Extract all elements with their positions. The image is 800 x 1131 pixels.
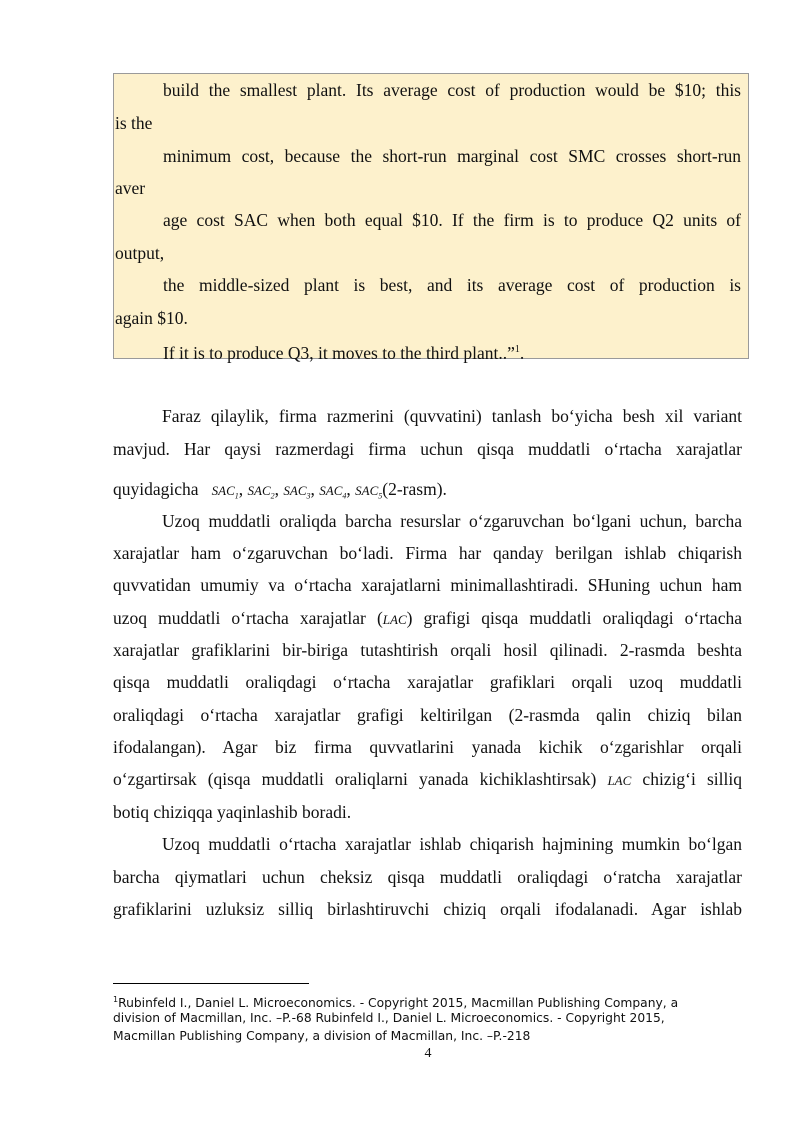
para-line-with-math: quyidagicha $SAC_1$, $SAC_2$, $SAC_3$, $SAC_4$, $SAC_5(2-rasm)$.	[113, 479, 447, 501]
para-text: uzoq muddatli o‘rtacha xarajatlar (	[113, 608, 383, 628]
page-number: 4	[424, 1046, 432, 1061]
para-line-with-math	[113, 607, 742, 631]
para-line: Uzoq muddatli o‘rtacha xarajatlar ishlab chiqarish hajmining mumkin bo‘lgan	[162, 834, 742, 854]
quote-line: If it is to produce Q3, it moves to the third plant..”	[163, 342, 515, 363]
quote-line: age cost SAC when both equal $10. If the firm is to produce Q2 units of	[163, 210, 741, 230]
footnote-marker: 1	[113, 995, 119, 1004]
para-line: grafiklarini uzluksiz silliq birlashtiruvchi chiziq orqali ifodalanadi. Agar ishlab	[113, 899, 742, 919]
sac-5: $SAC_5$	[355, 483, 383, 501]
para-line: Faraz qilaylik, firma razmerini (quvvatini) tanlash bo‘yicha besh xil variant	[162, 406, 742, 426]
quote-line: build the smallest plant. Its average cost of production would be $10; this	[163, 80, 741, 100]
footnote-reference: 1	[514, 344, 520, 355]
para-line: Uzoq muddatli oraliqda barcha resurslar o‘zgaruvchan bo‘lgani uchun, barcha	[162, 511, 742, 531]
sac-3: $SAC_3$	[283, 483, 311, 501]
quote-line: minimum cost, because the short-run marginal cost SMC crosses short-run	[163, 146, 741, 166]
quote-last-line	[114, 339, 748, 364]
quote-box	[113, 73, 749, 363]
para-text: ) grafigi qisqa muddatli oraliqdagi o‘rtacha	[406, 608, 742, 628]
quote-line: output,	[115, 243, 165, 263]
para-line: quvvatidan umumiy va o‘rtacha xarajatlarni minimallashtiradi. SHuning uchun ham	[113, 575, 742, 595]
lac-label: LAC	[382, 612, 407, 627]
sac-4: $SAC_4$	[319, 483, 347, 501]
para-text: quyidagicha	[113, 479, 199, 499]
quote-line: again $10.	[115, 308, 188, 328]
quote-line: the middle-sized plant is best, and its average cost of production is	[163, 275, 741, 295]
para-line: oraliqdagi o‘rtacha xarajatlar grafigi keltirilgan (2-rasmda qalin chiziq bilan	[113, 705, 742, 725]
footnote-line: division of Macmillan, Inc. –P.-68 Rubinfeld I., Daniel L. Microeconomics. - Copyright 2015,	[113, 1011, 665, 1025]
footnote-line: $^1$Rubinfeld I., Daniel L. Microeconomics. - Copyright 2015, Macmillan Publishing Company, a	[113, 995, 679, 1011]
para-line: barcha qiymatlari uchun cheksiz qisqa muddatli oraliqdagi o‘ratcha xarajatlar	[113, 867, 742, 887]
para-line: xarajatlar ham o‘zgaruvchan bo‘ladi. Firma har qanday berilgan ishlab chiqarish	[113, 543, 742, 563]
quote-end-punct: .	[519, 342, 525, 363]
quote-line: is the	[115, 113, 153, 133]
footnote-line: Macmillan Publishing Company, a division of Macmillan, Inc. –P.-218	[113, 1029, 531, 1043]
sac-2: $SAC_2$	[247, 483, 275, 501]
lac-label: LAC	[607, 773, 632, 788]
para-line: qisqa muddatli oraliqdagi o‘rtacha xarajatlar grafiklari orqali uzoq muddatli	[113, 672, 742, 692]
para-line: xarajatlar grafiklarini bir-biriga tutashtirish orqali hosil qilinadi. 2-rasmda beshta	[113, 640, 742, 660]
para-line: botiq chiziqqa yaqinlashib boradi.	[113, 802, 352, 822]
para-line: mavjud. Har qaysi razmerdagi firma uchun qisqa muddatli o‘rtacha xarajatlar	[113, 439, 742, 459]
para-line-with-math	[113, 768, 742, 792]
sac-1: $SAC_1$	[211, 483, 239, 501]
para-text: o‘zgartirsak (qisqa muddatli oraliqlarni yanada kichiklashtirsak)	[113, 769, 597, 789]
quote-line: aver	[115, 178, 146, 198]
para-line: ifodalangan). Agar biz firma quvvatlarini yanada kichik o‘zgarishlar orqali	[113, 737, 742, 757]
footnote-divider	[113, 983, 309, 984]
para-text: chizig‘i silliq	[642, 769, 743, 789]
para-text: (2-rasm).	[382, 479, 447, 499]
